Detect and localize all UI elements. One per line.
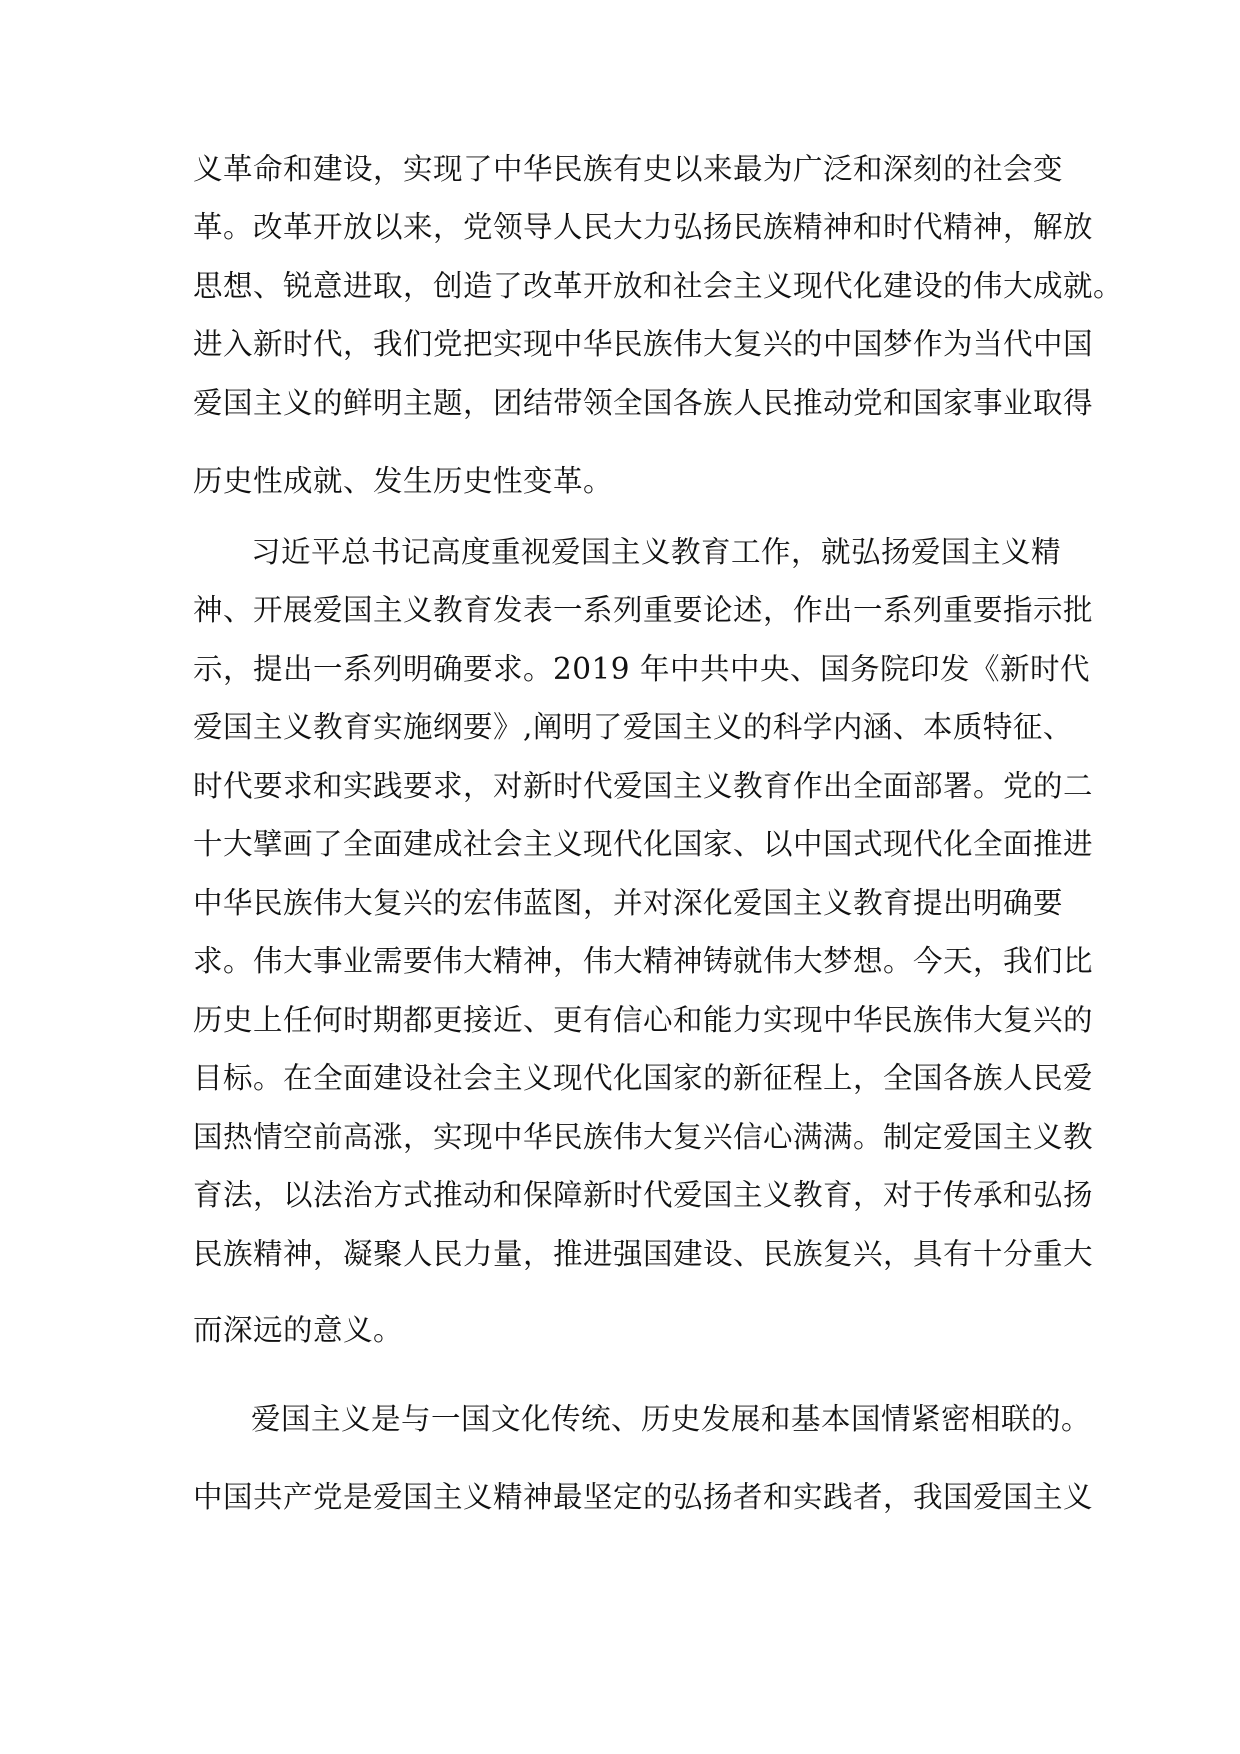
text-line: 爱国主义的鲜明主题，团结带领全国各族人民推动党和国家事业取得	[193, 386, 1094, 420]
text-line: 民族精神，凝聚人民力量，推进强国建设、民族复兴，具有十分重大	[193, 1237, 1094, 1271]
text-line: 国热情空前高涨，实现中华民族伟大复兴信心满满。制定爱国主义教	[193, 1120, 1094, 1154]
text-line: 示，提出一系列明确要求。2019 年中共中央、国务院印发《新时代	[193, 652, 1090, 686]
paragraph-first-line: 习近平总书记高度重视爱国主义教育工作，就弘扬爱国主义精	[251, 535, 1062, 569]
text-line: 十大擘画了全面建成社会主义现代化国家、以中国式现代化全面推进	[193, 827, 1094, 861]
text-line: 目标。在全面建设社会主义现代化国家的新征程上，全国各族人民爱	[193, 1061, 1094, 1095]
text-line: 义革命和建设，实现了中华民族有史以来最为广泛和深刻的社会变	[193, 152, 1064, 186]
text-line: 中华民族伟大复兴的宏伟蓝图，并对深化爱国主义教育提出明确要	[193, 886, 1064, 920]
text-line: 时代要求和实践要求，对新时代爱国主义教育作出全面部署。党的二	[193, 769, 1094, 803]
text-line: 爱国主义教育实施纲要》,阐明了爱国主义的科学内涵、本质特征、	[193, 710, 1073, 744]
paragraph-first-line: 爱国主义是与一国文化传统、历史发展和基本国情紧密相联的。	[251, 1402, 1092, 1436]
text-line: 历史性成就、发生历史性变革。	[193, 464, 614, 498]
text-line: 育法，以法治方式推动和保障新时代爱国主义教育，对于传承和弘扬	[193, 1178, 1094, 1212]
text-line: 革。改革开放以来，党领导人民大力弘扬民族精神和时代精神，解放	[193, 210, 1094, 244]
text-line: 思想、锐意进取，创造了改革开放和社会主义现代化建设的伟大成就。	[193, 269, 1124, 303]
text-line: 进入新时代，我们党把实现中华民族伟大复兴的中国梦作为当代中国	[193, 327, 1094, 361]
text-line: 求。伟大事业需要伟大精神，伟大精神铸就伟大梦想。今天，我们比	[193, 944, 1094, 978]
text-line: 神、开展爱国主义教育发表一系列重要论述，作出一系列重要指示批	[193, 593, 1094, 627]
text-line: 历史上任何时期都更接近、更有信心和能力实现中华民族伟大复兴的	[193, 1003, 1094, 1037]
text-line: 而深远的意义。	[193, 1313, 404, 1347]
text-line: 中国共产党是爱国主义精神最坚定的弘扬者和实践者，我国爱国主义	[193, 1480, 1094, 1514]
